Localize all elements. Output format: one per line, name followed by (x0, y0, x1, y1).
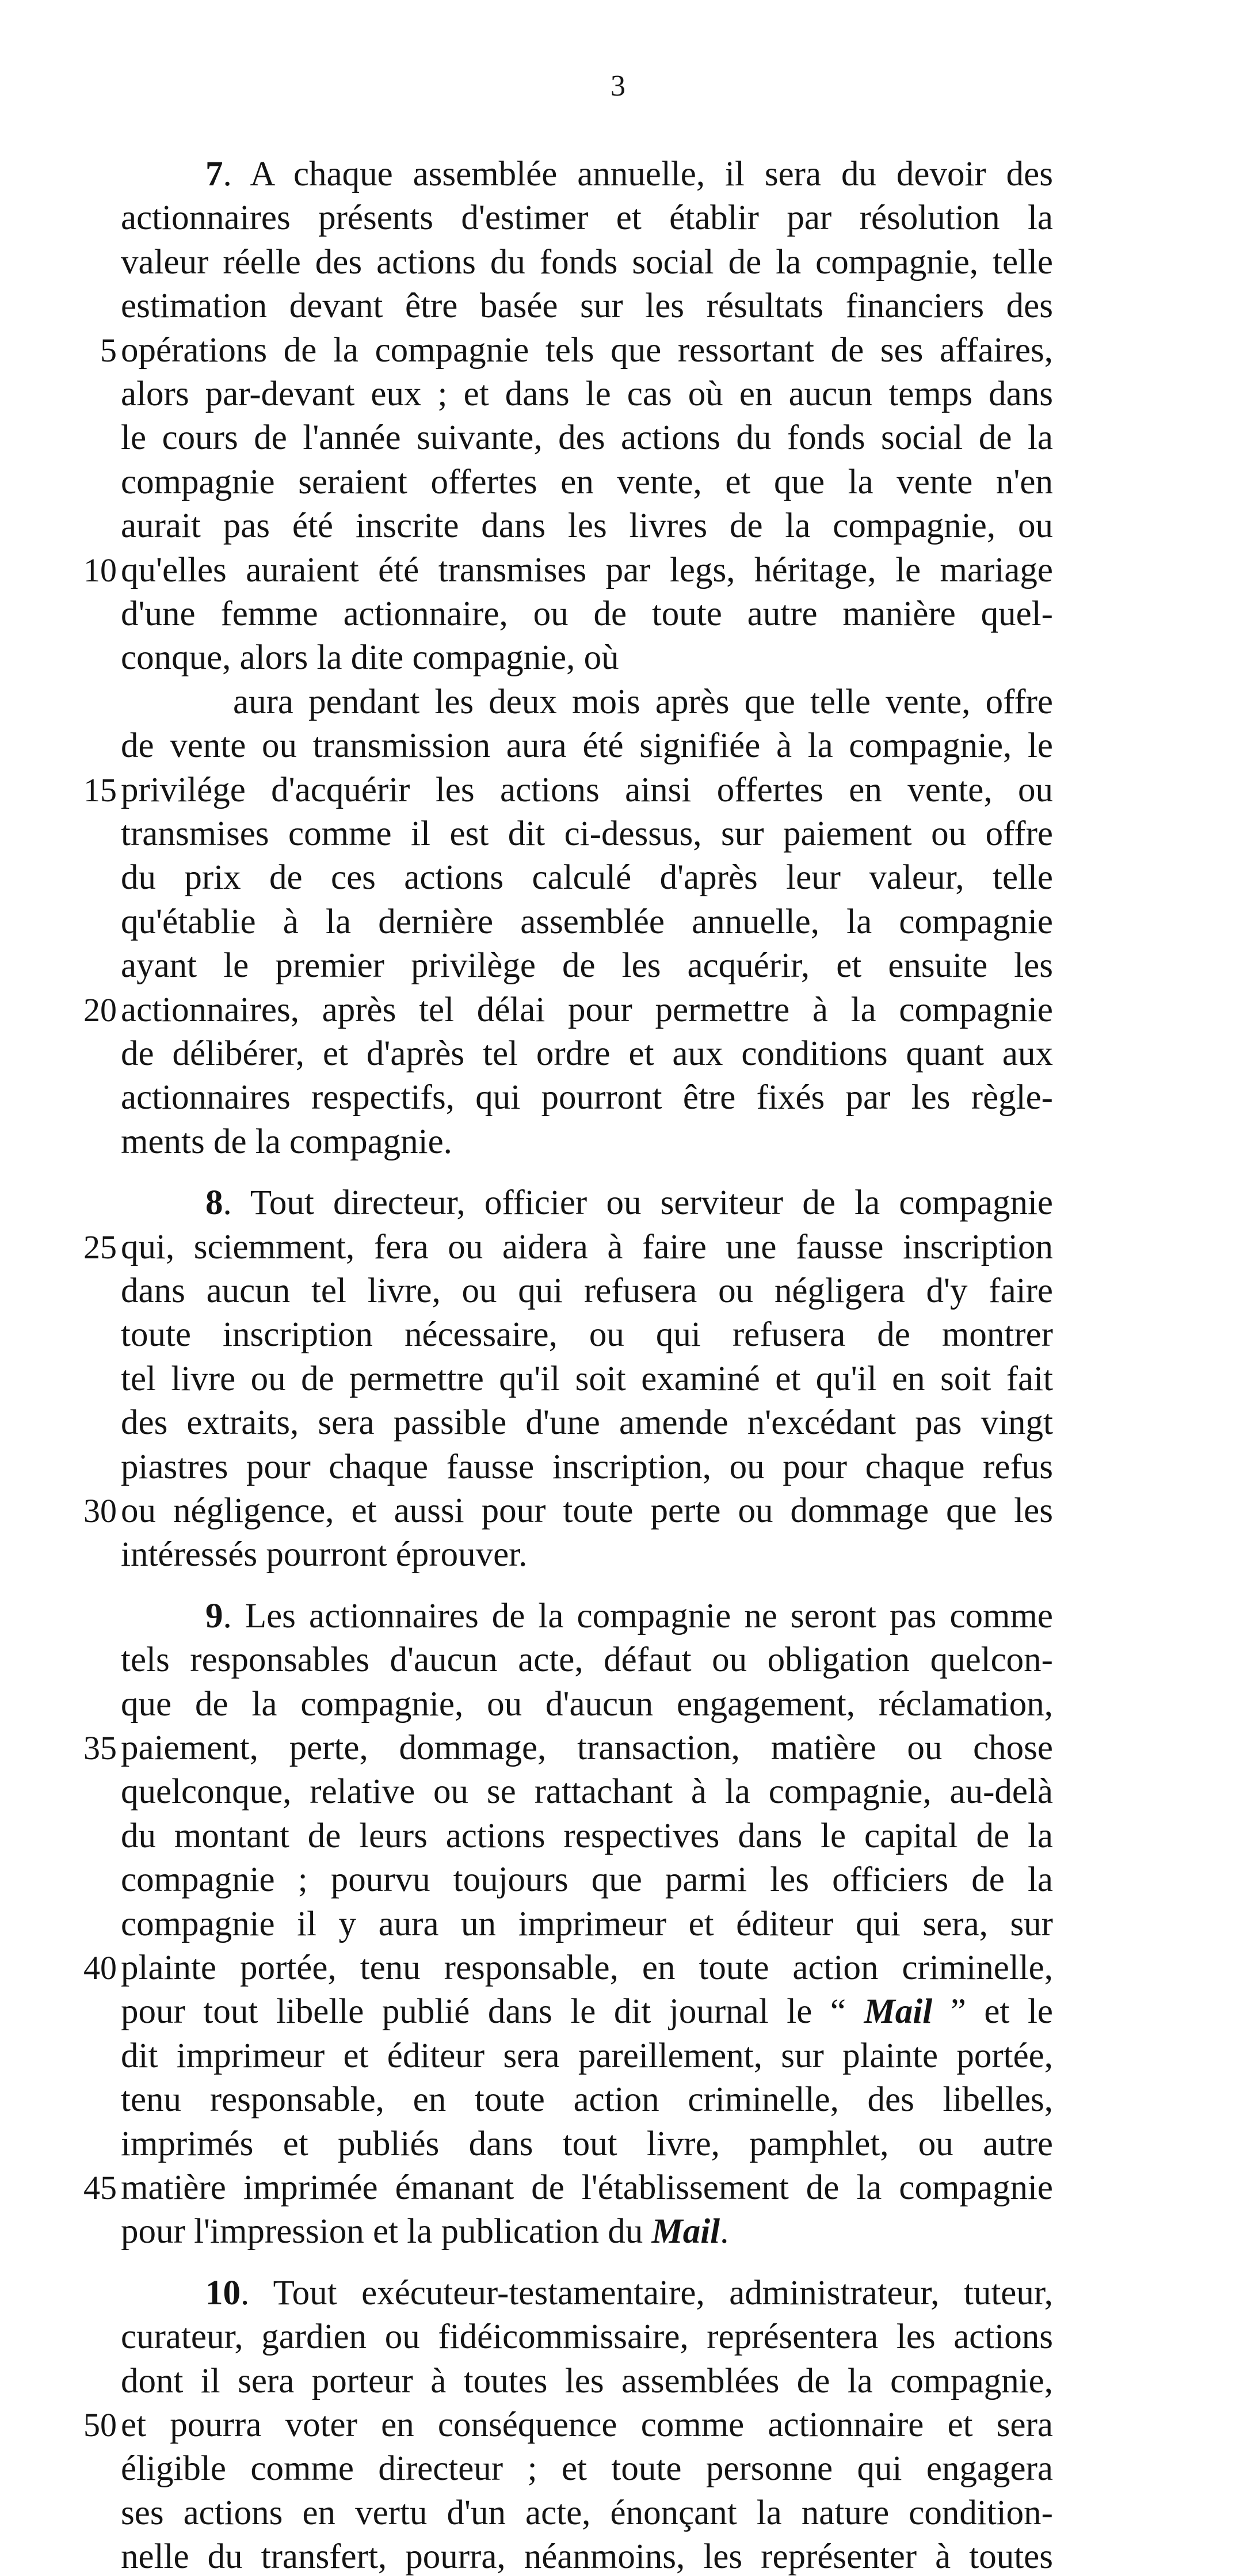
text-line (121, 2450, 1053, 2488)
text-segment: tenu responsable, en toute action criminelle, des libelles, (121, 2080, 1053, 2120)
text-segment: ayant le premier privilège de les acquérir, et ensuite les (121, 946, 1053, 985)
text-line (121, 1536, 1053, 1574)
text-segment: imprimés et publiés dans tout livre, pamphlet, ou autre (121, 2124, 1053, 2163)
text-line (121, 332, 1053, 370)
text-line (205, 2274, 1053, 2312)
text-segment: tels responsables d'aucun acte, défaut ou obligation quelcon- (121, 1641, 1053, 1680)
text-segment: dans aucun tel livre, ou qui refusera ou négligera d'y faire (121, 1272, 1053, 1310)
text-line (121, 2318, 1053, 2356)
text-line (121, 463, 1053, 501)
line-number: 35 (83, 1729, 117, 1767)
text-segment: de délibérer, et d'après tel ordre et aux conditions quant aux (121, 1034, 1053, 1073)
text-segment: paiement, perte, dommage, transaction, matière ou chose (121, 1729, 1053, 1767)
text-line (121, 1360, 1053, 1398)
line-number: 40 (83, 1949, 117, 1987)
text-segment: intéressés pourront éprouver. (121, 1535, 528, 1574)
text-segment: qui, sciemment, fera ou aidera à faire une fausse inscription (121, 1227, 1053, 1266)
text-segment: que de la compagnie, ou d'aucun engagement, réclamation, (121, 1684, 1053, 1723)
text-segment: du montant de leurs actions respectives dans le capital de la (121, 1816, 1053, 1855)
text-segment: opérations de la compagnie tels que ressortant de ses affaires, (121, 330, 1053, 370)
text-segment: . (720, 2212, 729, 2251)
text-segment: valeur réelle des actions du fonds social de la compagnie, telle (121, 242, 1053, 281)
article-number: 10 (205, 2273, 241, 2312)
text-segment: . A chaque assemblée annuelle, il sera du devoir des (223, 155, 1053, 193)
text-line (121, 1272, 1053, 1310)
article-number: 8 (205, 1184, 223, 1223)
text-line (121, 2213, 1053, 2251)
line-number: 30 (83, 1492, 117, 1529)
text-segment: compagnie seraient offertes en vente, et que la vente n'en (121, 462, 1053, 501)
line-number: 45 (83, 2169, 117, 2206)
text-segment: ses actions en vertu d'un acte, énonçant la nature condition- (121, 2493, 1053, 2532)
text-line (121, 1123, 1053, 1161)
text-line (121, 199, 1053, 237)
text-line (121, 815, 1053, 853)
text-segment: transmises comme il est dit ci-dessus, sur paiement ou offre (121, 815, 1053, 853)
line-number: 15 (83, 771, 117, 809)
text-line (121, 2169, 1053, 2207)
text-line (121, 1773, 1053, 1811)
text-line (121, 1079, 1053, 1117)
text-line (205, 155, 1053, 193)
text-segment: matière imprimée émanant de l'établissement de la compagnie (121, 2168, 1053, 2207)
text-line (205, 1184, 1053, 1222)
text-line (121, 1641, 1053, 1679)
text-segment: pour tout libelle publié dans le dit journal le “ (121, 1992, 864, 2031)
text-line (121, 2362, 1053, 2400)
text-line (121, 859, 1053, 897)
line-number: 50 (83, 2406, 117, 2444)
journal-title: Mail (864, 1992, 933, 2031)
text-segment: tel livre ou de permettre qu'il soit examiné et qu'il en soit fait (121, 1359, 1053, 1398)
text-line (121, 1448, 1053, 1486)
text-segment: nelle du transfert, pourra, néanmoins, les représenter à toutes (121, 2537, 1053, 2576)
line-number: 25 (83, 1228, 117, 1266)
text-segment: pour l'impression et la publication du (121, 2212, 652, 2251)
text-segment: . Tout directeur, officier ou serviteur de la compagnie (223, 1184, 1053, 1223)
text-line (121, 903, 1053, 941)
line-number: 20 (83, 991, 117, 1029)
text-segment: compagnie ; pourvu toujours que parmi les officiers de la (121, 1860, 1053, 1900)
text-line (121, 1993, 1053, 2031)
text-segment: . Les actionnaires de la compagnie ne seront pas comme (223, 1596, 1053, 1635)
text-line (121, 1404, 1053, 1442)
text-segment: quelconque, relative ou se rattachant à la compagnie, au-delà (121, 1772, 1053, 1812)
text-segment: piastres pour chaque fausse inscription, ou pour chaque refus (121, 1447, 1053, 1486)
text-segment: de vente ou transmission aura été signifiée à la compagnie, le (121, 726, 1053, 766)
text-line (121, 1861, 1053, 1899)
text-line (121, 2081, 1053, 2119)
text-line (121, 1949, 1053, 1987)
text-line (121, 727, 1053, 765)
text-segment: ments de la compagnie. (121, 1122, 452, 1161)
text-line (121, 1729, 1053, 1767)
text-line (233, 683, 1053, 721)
line-number: 10 (83, 551, 117, 589)
text-segment: privilége d'acquérir les actions ainsi offertes en vente, ou (121, 770, 1053, 809)
text-line (121, 551, 1053, 589)
text-segment: dit imprimeur et éditeur sera pareillement, sur plainte portée, (121, 2036, 1053, 2075)
article-number: 9 (205, 1596, 223, 1635)
text-line (121, 287, 1053, 325)
text-segment: plainte portée, tenu responsable, en toute action criminelle, (121, 1949, 1053, 1987)
text-segment: actionnaires respectifs, qui pourront être fixés par les règle- (121, 1078, 1053, 1117)
text-line (121, 243, 1053, 281)
text-segment: actionnaires présents d'estimer et établir par résolution la (121, 199, 1053, 238)
text-segment: qu'établie à la dernière assemblée annuelle, la compagnie (121, 902, 1053, 941)
journal-title: Mail (651, 2212, 720, 2251)
text-line (121, 991, 1053, 1029)
text-line (121, 947, 1053, 985)
text-segment: d'une femme actionnaire, ou de toute autre manière quel- (121, 595, 1053, 633)
text-segment: qu'elles auraient été transmises par legs, héritage, le mariage (121, 550, 1053, 589)
text-line (121, 375, 1053, 413)
text-segment: le cours de l'année suivante, des actions du fonds social de la (121, 418, 1053, 458)
text-line (121, 1905, 1053, 1943)
text-line (121, 595, 1053, 633)
text-line (121, 1685, 1053, 1723)
text-segment: estimation devant être basée sur les résultats financiers des (121, 287, 1053, 326)
text-line (121, 2494, 1053, 2532)
text-segment: des extraits, sera passible d'une amende n'excédant pas vingt (121, 1403, 1053, 1443)
line-number: 5 (100, 331, 117, 369)
text-segment: ” et le (932, 1992, 1054, 2031)
text-segment: ou négligence, et aussi pour toute perte ou dommage que les (121, 1491, 1053, 1530)
text-segment: et pourra voter en conséquence comme actionnaire et sera (121, 2406, 1053, 2444)
text-line (121, 1492, 1053, 1530)
text-line (121, 507, 1053, 545)
text-segment: . Tout exécuteur-testamentaire, administrateur, tuteur, (241, 2273, 1053, 2312)
text-line (121, 1316, 1053, 1354)
text-line (205, 1597, 1053, 1635)
text-line (121, 2538, 1053, 2576)
text-segment: compagnie il y aura un imprimeur et éditeur qui sera, sur (121, 1904, 1053, 1943)
text-segment: curateur, gardien ou fidéicommissaire, représentera les actions (121, 2318, 1053, 2357)
text-segment: dont il sera porteur à toutes les assemblées de la compagnie, (121, 2361, 1053, 2400)
text-line (121, 2406, 1053, 2444)
text-segment: éligible comme directeur ; et toute personne qui engagera (121, 2449, 1053, 2489)
text-line (121, 1817, 1053, 1855)
text-segment: conque, alors la dite compagnie, où (121, 638, 619, 678)
text-segment: toute inscription nécessaire, ou qui refusera de montrer (121, 1315, 1053, 1354)
page-number: 3 (611, 70, 625, 102)
text-line (121, 419, 1053, 457)
text-line (121, 2125, 1053, 2163)
text-line (121, 771, 1053, 809)
text-line (121, 2037, 1053, 2075)
text-line (121, 1228, 1053, 1266)
text-segment: alors par-devant eux ; et dans le cas où en aucun temps dans (121, 375, 1053, 413)
text-segment: aurait pas été inscrite dans les livres de la compagnie, ou (121, 507, 1053, 546)
text-line (121, 1035, 1053, 1073)
text-segment: actionnaires, après tel délai pour permettre à la compagnie (121, 990, 1053, 1029)
text-line (121, 639, 1053, 677)
text-segment: aura pendant les deux mois après que telle vente, offre (233, 682, 1053, 721)
text-segment: du prix de ces actions calculé d'après leur valeur, telle (121, 858, 1053, 897)
article-number: 7 (205, 155, 223, 193)
